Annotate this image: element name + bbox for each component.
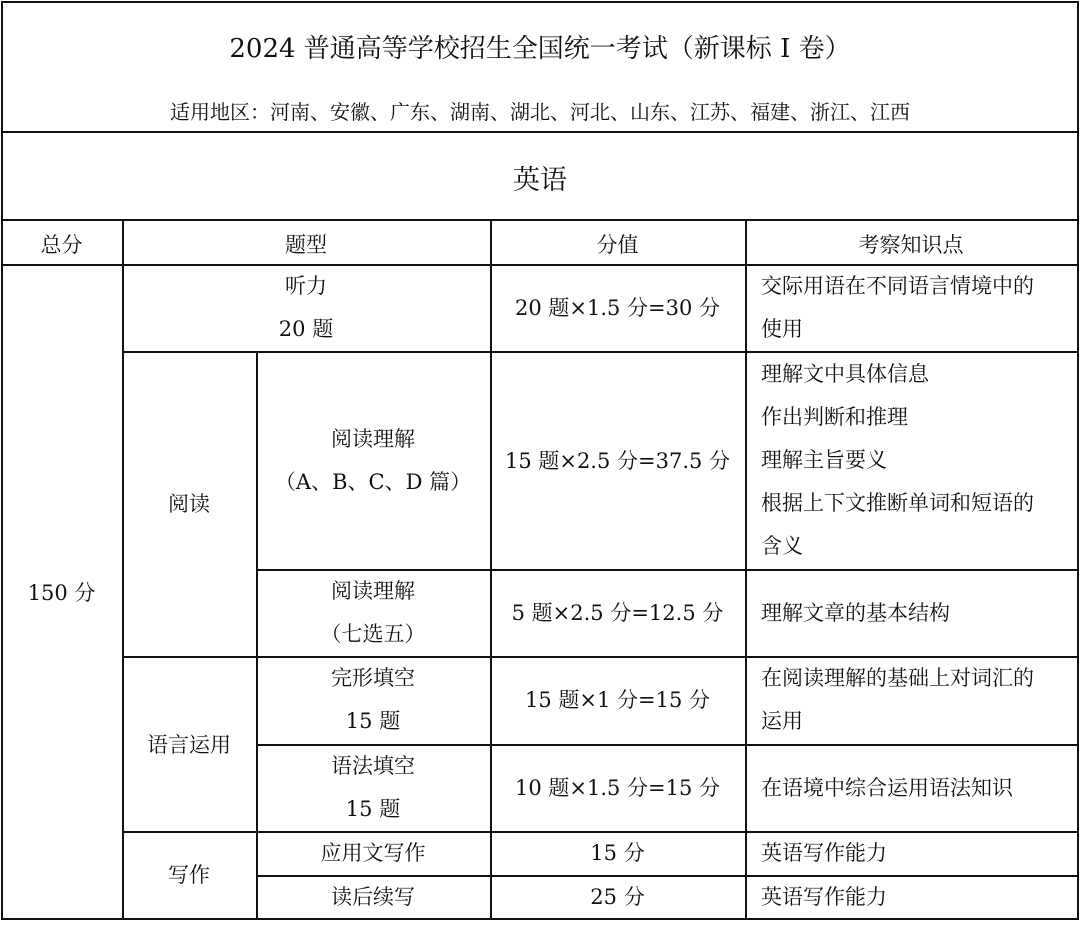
grammar-type-line: 语法填空 <box>331 754 415 778</box>
reading-b-type <box>256 570 490 656</box>
divider-title <box>1 131 1079 133</box>
cloze-type <box>256 657 490 743</box>
listening-score: 20 题×1.5 分=30 分 <box>514 296 721 320</box>
knowledge-line: 运用 <box>761 709 803 733</box>
continuation-writing-type: 读后续写 <box>331 885 415 909</box>
header-type: 题型 <box>285 233 327 257</box>
reading-a-score: 15 题×2.5 分=37.5 分 <box>504 449 731 473</box>
grammar-knowledge: 在语境中综合运用语法知识 <box>761 776 1013 800</box>
header-score: 分值 <box>596 233 639 257</box>
grammar-type-line: 15 题 <box>345 797 401 821</box>
border-top <box>1 1 1079 3</box>
practical-writing-score: 15 分 <box>590 841 645 865</box>
writing-label: 写作 <box>168 863 210 887</box>
region-line: 适用地区：河南、安徽、广东、湖南、湖北、河北、山东、江苏、福建、浙江、江西 <box>170 100 910 124</box>
practical-writing-type: 应用文写作 <box>320 841 426 865</box>
border-right <box>1077 1 1079 919</box>
knowledge-line: 根据上下文推断单词和短语的 <box>761 491 1034 515</box>
cloze-knowledge <box>761 657 1034 743</box>
border-left <box>1 1 3 919</box>
reading-b-knowledge: 理解文章的基本结构 <box>761 601 950 625</box>
knowledge-line: 使用 <box>761 317 803 341</box>
total-score: 150 分 <box>27 581 96 605</box>
knowledge-line: 理解主旨要义 <box>761 448 887 472</box>
header-total: 总分 <box>40 233 83 257</box>
knowledge-line: 在阅读理解的基础上对词汇的 <box>761 666 1034 690</box>
cloze-type-line: 完形填空 <box>331 666 415 690</box>
col-divider-3 <box>745 219 747 919</box>
listening-type-line: 20 题 <box>278 317 334 341</box>
grammar-type <box>256 745 490 831</box>
reading-b-score: 5 题×2.5 分=12.5 分 <box>511 601 724 625</box>
reading-b-type-line: 阅读理解 <box>331 579 415 603</box>
subject-title: 英语 <box>513 165 567 196</box>
knowledge-line: 含义 <box>761 534 803 558</box>
page-title: 2024 普通高等学校招生全国统一考试（新课标 I 卷） <box>229 34 851 64</box>
language-label: 语言运用 <box>147 733 231 757</box>
listening-type <box>122 265 490 351</box>
grammar-score: 10 题×1.5 分=15 分 <box>514 776 721 800</box>
listening-type-line: 听力 <box>285 274 327 298</box>
knowledge-line: 作出判断和推理 <box>761 405 908 429</box>
reading-label: 阅读 <box>168 492 210 516</box>
knowledge-line: 理解文中具体信息 <box>761 362 929 386</box>
header-knowledge: 考察知识点 <box>858 233 964 257</box>
reading-a-type-line: （A、B、C、D 篇） <box>274 470 472 494</box>
knowledge-line: 交际用语在不同语言情境中的 <box>761 274 1034 298</box>
divider-subject <box>1 219 1079 221</box>
reading-a-type <box>256 418 490 504</box>
reading-a-knowledge <box>761 353 1034 568</box>
cloze-score: 15 题×1 分=15 分 <box>524 688 711 712</box>
cloze-type-line: 15 题 <box>345 709 401 733</box>
practical-writing-knowledge: 英语写作能力 <box>761 841 887 865</box>
reading-b-type-line: （七选五） <box>320 622 426 646</box>
continuation-writing-score: 25 分 <box>590 885 645 909</box>
continuation-writing-knowledge: 英语写作能力 <box>761 885 887 909</box>
reading-a-type-line: 阅读理解 <box>331 427 415 451</box>
listening-knowledge <box>761 265 1034 351</box>
